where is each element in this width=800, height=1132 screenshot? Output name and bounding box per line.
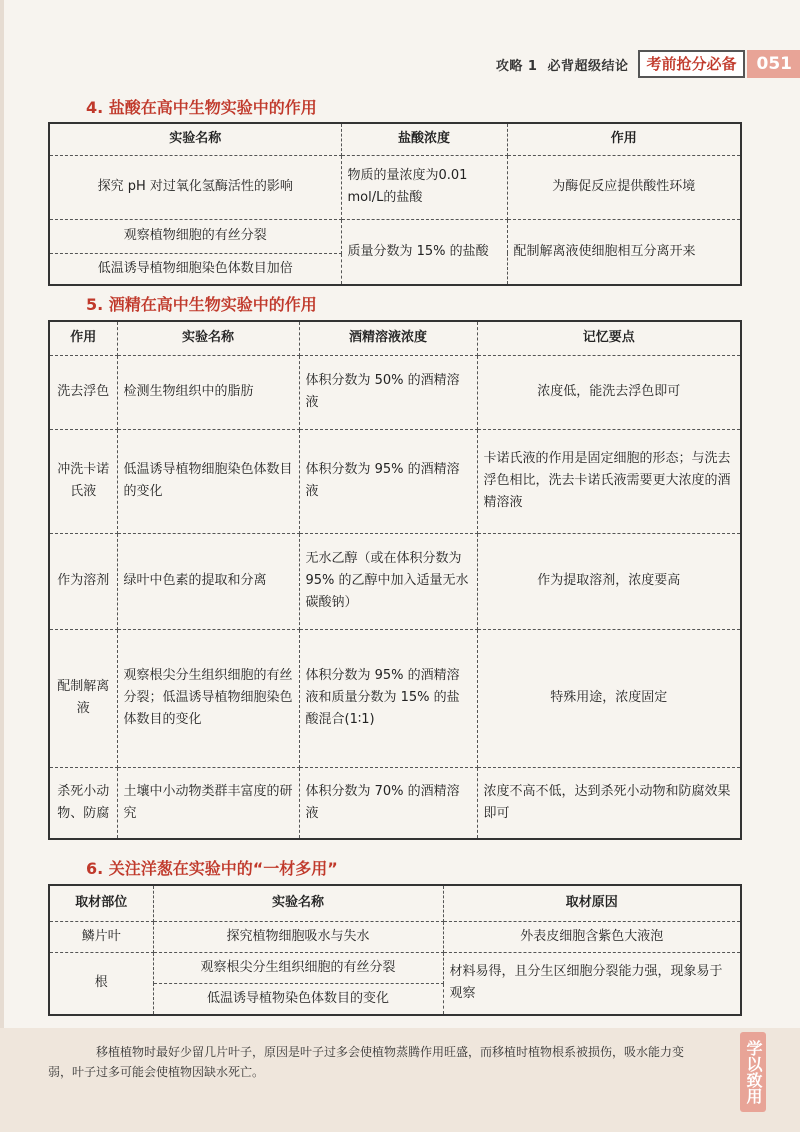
memory-point: 卡诺氏液的作用是固定细胞的形态；与洗去浮色相比，洗去卡诺氏液需要更大浓度的酒精溶液 [477,429,741,533]
memory-point: 特殊用途，浓度固定 [477,629,741,767]
table-row [49,219,741,253]
page-number: 051 [747,50,800,78]
table-row [49,355,741,429]
col-header-conc: 盐酸浓度 [341,123,507,155]
material-reason: 材料易得，且分生区细胞分裂能力强，现象易于观察 [443,952,741,1015]
alcohol-role: 杀死小动物、防腐 [49,767,117,839]
table-row [49,629,741,767]
hcl-role: 为酶促反应提供酸性环境 [507,155,741,219]
header-text [496,55,629,74]
experiment-name: 探究植物细胞吸水与失水 [153,921,443,952]
col-header-name: 实验名称 [117,321,299,355]
header-subtitle: 必背超级结论 [547,58,629,74]
alcohol-concentration: 体积分数为 95% 的酒精溶液和质量分数为 15% 的盐酸混合(1∶1) [299,629,477,767]
experiment-name: 低温诱导植物细胞染色体数目的变化 [117,429,299,533]
hcl-role: 配制解离液使细胞相互分离开来 [507,219,741,285]
experiment-name: 绿叶中色素的提取和分离 [117,533,299,629]
material-reason: 外表皮细胞含紫色大液泡 [443,921,741,952]
apply-tab: 学以致用 [740,1032,766,1112]
table-row [49,429,741,533]
hcl-concentration: 物质的量浓度为0.01 mol/L的盐酸 [341,155,507,219]
page-header [496,50,800,78]
alcohol-concentration: 体积分数为 70% 的酒精溶液 [299,767,477,839]
page-edge [0,0,4,1132]
experiment-name: 低温诱导植物细胞染色体数目加倍 [49,253,341,285]
col-header-role: 作用 [507,123,741,155]
experiment-name: 低温诱导植物染色体数目的变化 [153,983,443,1015]
experiment-name: 探究 pH 对过氧化氢酶活性的影响 [49,155,341,219]
alcohol-role: 冲洗卡诺氏液 [49,429,117,533]
table-row [49,921,741,952]
header-strategy: 攻略 1 [495,58,538,74]
alcohol-concentration: 体积分数为 95% 的酒精溶液 [299,429,477,533]
section5-title: 5. 酒精在高中生物实验中的作用 [86,295,317,314]
section6-title: 6. 关注洋葱在实验中的“一材多用” [86,859,338,878]
memory-point: 浓度不高不低，达到杀死小动物和防腐效果即可 [477,767,741,839]
section4-title: 4. 盐酸在高中生物实验中的作用 [86,98,317,117]
col-header-conc: 酒精溶液浓度 [299,321,477,355]
table-row [49,767,741,839]
experiment-name: 土壤中小动物类群丰富度的研究 [117,767,299,839]
table-header-row [49,885,741,921]
tip-text: 移植植物时最好少留几片叶子，原因是叶子过多会使植物蒸腾作用旺盛，而移植时植物根系被损伤，吸水能力变弱，叶子过多可能会使植物因缺水死亡。 [48,1045,685,1079]
alcohol-concentration: 体积分数为 50% 的酒精溶液 [299,355,477,429]
onion-table [48,884,742,1016]
experiment-name: 检测生物组织中的脂肪 [117,355,299,429]
table-header-row [49,123,741,155]
experiment-name: 观察根尖分生组织细胞的有丝分裂 [153,952,443,983]
memory-point: 作为提取溶剂，浓度要高 [477,533,741,629]
alcohol-role: 配制解离液 [49,629,117,767]
material-part: 根 [49,952,153,1015]
col-header-name: 实验名称 [49,123,341,155]
experiment-name: 观察根尖分生组织细胞的有丝分裂；低温诱导植物细胞染色体数目的变化 [117,629,299,767]
memory-point: 浓度低，能洗去浮色即可 [477,355,741,429]
alcohol-table [48,320,742,840]
col-header-reason: 取材原因 [443,885,741,921]
header-box-label: 考前抢分必备 [638,50,744,78]
alcohol-role: 作为溶剂 [49,533,117,629]
table-row [49,155,741,219]
table-row [49,533,741,629]
experiment-name: 观察植物细胞的有丝分裂 [49,219,341,253]
alcohol-role: 洗去浮色 [49,355,117,429]
col-header-name: 实验名称 [153,885,443,921]
col-header-memo: 记忆要点 [477,321,741,355]
material-part: 鳞片叶 [49,921,153,952]
col-header-part: 取材部位 [49,885,153,921]
table-row [49,952,741,983]
alcohol-concentration: 无水乙醇（或在体积分数为 95% 的乙醇中加入适量无水碳酸钠） [299,533,477,629]
col-header-role: 作用 [49,321,117,355]
table-header-row [49,321,741,355]
hcl-concentration: 质量分数为 15% 的盐酸 [341,219,507,285]
hcl-table [48,122,742,286]
